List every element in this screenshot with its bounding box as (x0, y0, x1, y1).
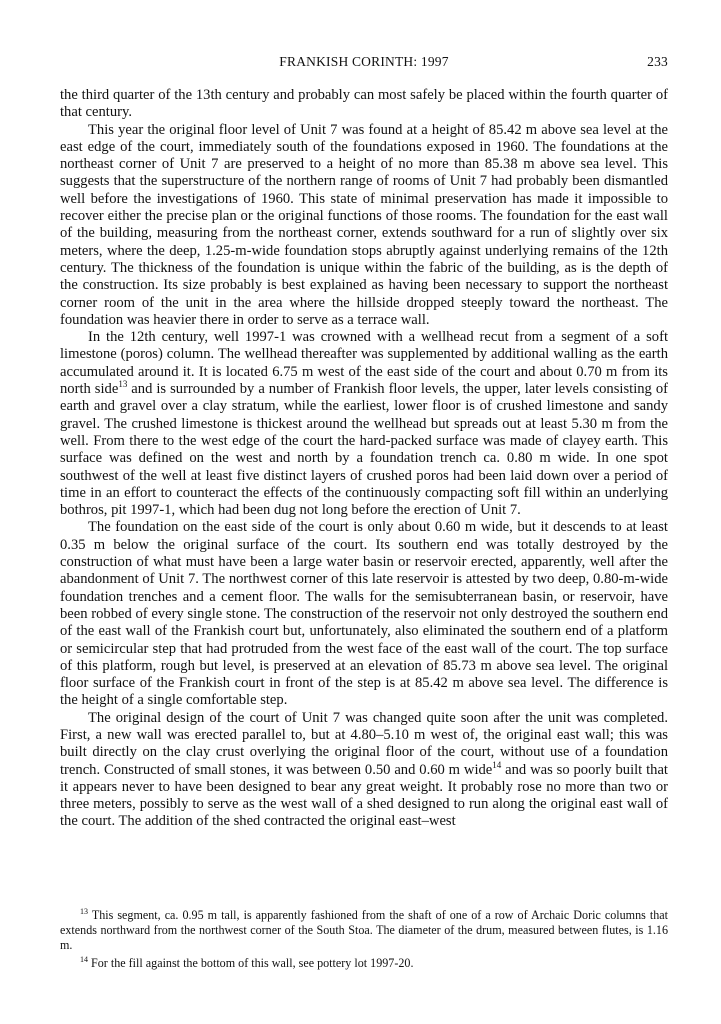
paragraph-text: and was so poorly built that it appears never to have been designed to bear any great weight. It probably rose no more than two or three meters, possibly to serve as the west wall of a shed designed to run along the original east wall of the court. The addition of the shed contracted the original east–west (60, 761, 668, 830)
footnote-number: 14 (80, 955, 88, 964)
body-text (60, 87, 668, 831)
paragraph-text: and is surrounded by a number of Frankish floor levels, the upper, later levels consisting of earth and gravel over a clay stratum, while the earliest, lower floor is of crushed limestone and sandy gravel. The crushed limestone is thickest around the wellhead but spreads out at least 5.30 m from the well. From there to the west edge of the court the hard-packed surface was made of clayey earth. This surface was defined on the west and north by a foundation trench ca. 0.80 m wide. In one spot southwest of the well at least five distinct layers of crushed poros had been laid down over a period of time in an effort to counteract the effects of the continuously compacting soft fill within an underlying bothros, pit 1997-1, which had been dug not long before the erection of Unit 7. (60, 381, 668, 519)
paragraph-continuation: the third quarter of the 13th century and probably can most safely be placed within the fourth quarter of that century. (60, 87, 668, 121)
footnote-text: This segment, ca. 0.95 m tall, is apparently fashioned from the shaft of one of a row of Archaic Doric columns that extends northward from the northwest corner of the South Stoa. The diameter of the drum, measured between flutes, is 1.16 m. (60, 908, 668, 952)
paragraph-east-foundation: The foundation on the east side of the court is only about 0.60 m wide, but it descends to at least 0.35 m below the original surface of the court. Its southern end was totally destroyed by the construction of what must have been a large water basin or reservoir erected, apparently, well after the abandonment of Unit 7. The northwest corner of this late reservoir is attested by two deep, 0.80-m-wide foundation trenches and a cement floor. The walls for the semisubterranean basin, or reservoir, have been robbed of every single stone. The construction of the reservoir not only destroyed the southern end of the east wall of the Frankish court but, unfortunately, also eliminated the southern end of a platform or semicircular step that had protruded from the west face of the east wall of the court. The top surface of this platform, rough but level, is preserved at an elevation of 85.73 m above sea level. The original floor surface of the Frankish court in front of the step is at 85.42 m above sea level. The difference is the height of a single comfortable step. (60, 519, 668, 709)
paragraph-court-design (60, 710, 668, 831)
paragraph-wellhead (60, 329, 668, 519)
running-header (60, 54, 668, 74)
footnote-number: 13 (80, 907, 88, 916)
footnotes (60, 908, 668, 974)
paragraph-floor-level: This year the original floor level of Unit 7 was found at a height of 85.42 m above sea level at the east edge of the court, immediately south of the foundations exposed in 1960. The foundations at the northeast corner of Unit 7 are preserved to a height of no more than 85.38 m above sea level. This suggests that the superstructure of the northern range of rooms of Unit 7 had probably been dismantled well before the investigations of 1960. This state of minimal preservation has made it impossible to recover either the precise plan or the original functions of those rooms. The foundation for the east wall of the building, measuring from the northeast corner, extends southward for a run of slightly over six meters, where the deep, 1.25-m-wide foundation stops abruptly against underlying remains of the 12th century. The thickness of the foundation is unique within the fabric of the building, as is the depth of the construction. Its size probably is best explained as having been necessary to support the northeast corner room of the unit in the area where the hillside dropped steeply toward the northeast. The foundation was heavier there in order to serve as a terrace wall. (60, 121, 668, 328)
page-number: 233 (647, 54, 668, 69)
footnote-14 (60, 956, 668, 971)
running-title: FRANKISH CORINTH: 1997 (279, 54, 449, 69)
paragraph-text: In the 12th century, well 1997-1 was crowned with a wellhead recut from a segment of a soft limestone (poros) column. The wellhead thereafter was supplemented by additional walling as the earth accumulated around it. It is located 6.75 m west of the east side of the court and about 0.70 m from its north side (60, 329, 668, 398)
footnote-13 (60, 908, 668, 953)
paragraph-text: The original design of the court of Unit 7 was changed quite soon after the unit was completed. First, a new wall was erected parallel to, but at 4.80–5.10 m west of, the original east wall; this was built directly on the clay crust overlying the original floor of the court, without use of a foundation trench. Constructed of small stones, it was between 0.50 and 0.60 m wide (60, 709, 668, 778)
footnote-ref-13[interactable]: 13 (118, 379, 128, 390)
footnote-ref-14[interactable]: 14 (492, 759, 502, 770)
footnote-text: For the fill against the bottom of this wall, see pottery lot 1997-20. (91, 956, 414, 970)
